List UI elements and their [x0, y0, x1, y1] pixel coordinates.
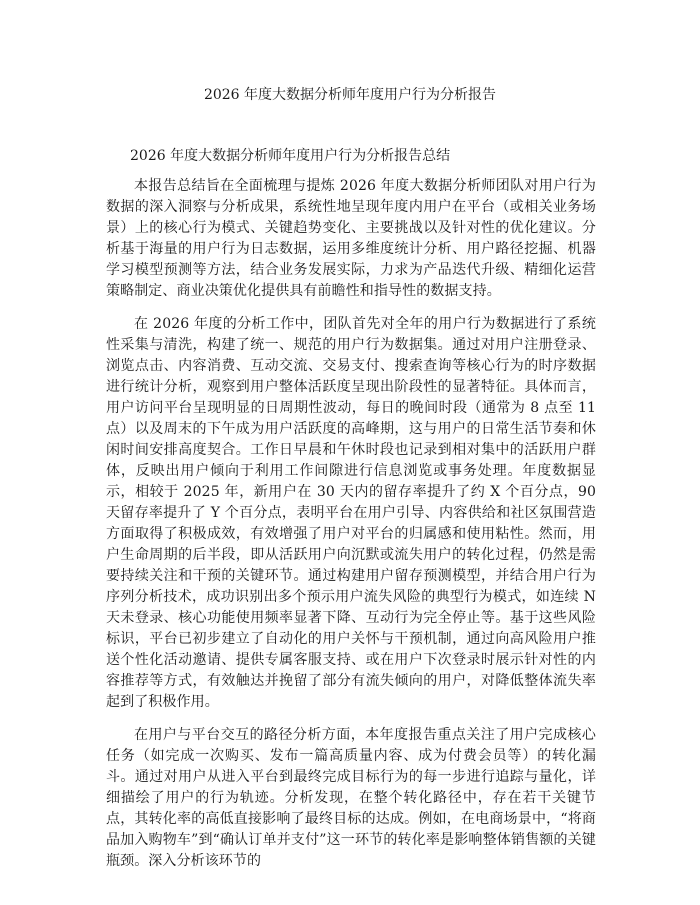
document-body [106, 176, 596, 884]
paragraph: 本报告总结旨在全面梳理与提炼 2026 年度大数据分析师团队对用户行为数据的深入洞察与分析成果，系统性地呈现年度内用户在平台（或相关业务场景）上的核心行为模式、关键趋势变化、主要挑战以及针对性的优化建议。分析基于海量的用户行为日志数据，运用多维度统计分析、用户路径挖掘、机器学习模型预测等方法，结合业务发展实际，力求为产品迭代升级、精细化运营策略制定、商业决策优化提供具有前瞻性和指导性的数据支持。 [106, 178, 596, 299]
section-title: 2026 年度大数据分析师年度用户行为分析报告总结 [130, 148, 451, 164]
document-title: 2026 年度大数据分析师年度用户行为分析报告 [203, 87, 497, 103]
paragraph: 在用户与平台交互的路径分析方面，本年度报告重点关注了用户完成核心任务（如完成一次购买、发布一篇高质量内容、成为付费会员等）的转化漏斗。通过对用户从进入平台到最终完成目标行为的每一步进行追踪与量化，详细描绘了用户的行为轨迹。分析发现，在整个转化路径中，存在若干关键节点，其转化率的高低直接影响了最终目标的达成。例如，在电商场景中，“将商品加入购物车”到“确认订单并支付”这一环节的转化率是影响整体销售额的关键瓶颈。深入分析该环节的 [106, 727, 596, 869]
paragraph: 在 2026 年度的分析工作中，团队首先对全年的用户行为数据进行了系统性采集与清洗，构建了统一、规范的用户行为数据集。通过对用户注册登录、浏览点击、内容消费、互动交流、交易支付、搜索查询等核心行为的时序数据进行统计分析，观察到用户整体活跃度呈现出阶段性的显著特征。具体而言，用户访问平台呈现明显的日周期性波动，每日的晚间时段（通常为 8 点至 11 点）以及周末的下午成为用户活跃度的高峰期，这与用户的日常生活节奏和休闲时间安排高度契合。工作日早晨和午休时段也记录到相对集中的活跃用户群体，反映出用户倾向于利用工作间隙进行信息浏览或事务处理。年度数据显示，相较于 2025 年，新用户在 30 天内的留存率提升了约 X 个百分点，90 天留存率提升了 Y 个百分点，表明平台在用户引导、内容供给和社区氛围营造方面取得了积极成效，有效增强了用户对平台的归属感和使用粘性。然而，用户生命周期的后半段，即从活跃用户向沉默或流失用户的转化过程，仍然是需要持续关注和干预的关键环节。通过构建用户留存预测模型，并结合用户行为序列分析技术，成功识别出多个预示用户流失风险的典型行为模式，如连续 N 天未登录、核心功能使用频率显著下降、互动行为完全停止等。基于这些风险标识，平台已初步建立了自动化的用户关怀与干预机制，通过向高风险用户推送个性化活动邀请、提供专属客服支持、或在用户下次登录时展示针对性的内容推荐等方式，有效触达并挽留了部分有流失倾向的用户，对降低整体流失率起到了积极作用。 [106, 316, 596, 710]
